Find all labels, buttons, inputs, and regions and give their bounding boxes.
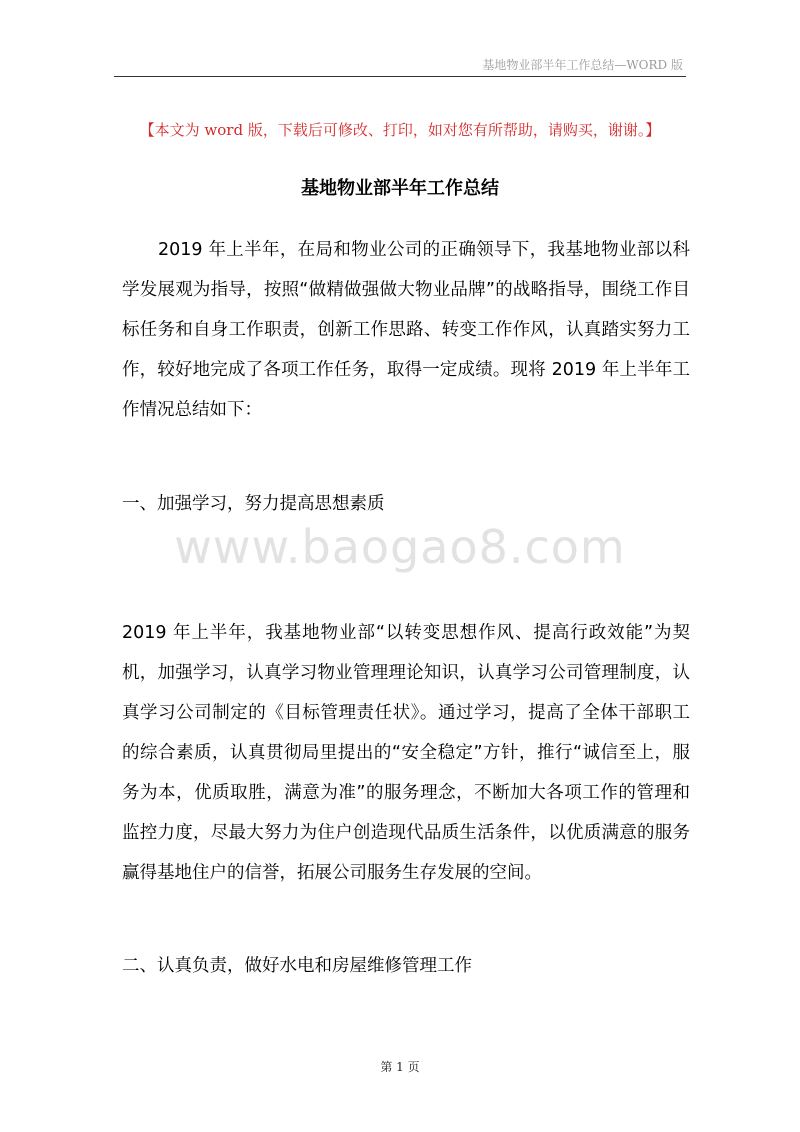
section2-heading: 二、认真负责，做好水电和房屋维修管理工作 xyxy=(122,956,472,976)
document-title: 基地物业部半年工作总结 xyxy=(301,178,499,199)
watermark: www.baogao8.com xyxy=(174,520,626,574)
download-notice: 【本文为 word 版，下载后可修改、打印，如对您有所帮助，请购买，谢谢。】 xyxy=(139,121,661,139)
page-header: 基地物业部半年工作总结—WORD 版 xyxy=(482,58,683,72)
section1-paragraph: 2019 年上半年，我基地物业部“以转变思想作风、提高行政效能”为契机，加强学习，认真学习物业管理理论知识，认真学习公司管理制度，认真学习公司制定的《目标管理责任状》。通过学习，提高了全体干部职工的综合素质，认真贯彻局里提出的“安全稳定”方针，推行“诚信至上，服务为本，优质取胜，满意为准”的服务理念，不断加大各项工作的管理和监控力度，尽最大努力为住户创造现代品质生活条件，以优质满意的服务赢得基地住户的信誉，拓展公司服务生存发展的空间。 xyxy=(122,623,690,883)
intro-paragraph: 2019 年上半年，在局和物业公司的正确领导下，我基地物业部以科学发展观为指导，按照“做精做强做大物业品牌”的战略指导，围绕工作目标任务和自身工作职责，创新工作思路、转变工作作风，认真踏实努力工作，较好地完成了各项工作任务，取得一定成绩。现将 2019 年上半年工作情况总结如下： xyxy=(122,240,690,420)
header-divider xyxy=(114,76,686,77)
page-number: 第 1 页 xyxy=(380,1060,420,1074)
section1-heading: 一、加强学习，努力提高思想素质 xyxy=(122,494,385,514)
